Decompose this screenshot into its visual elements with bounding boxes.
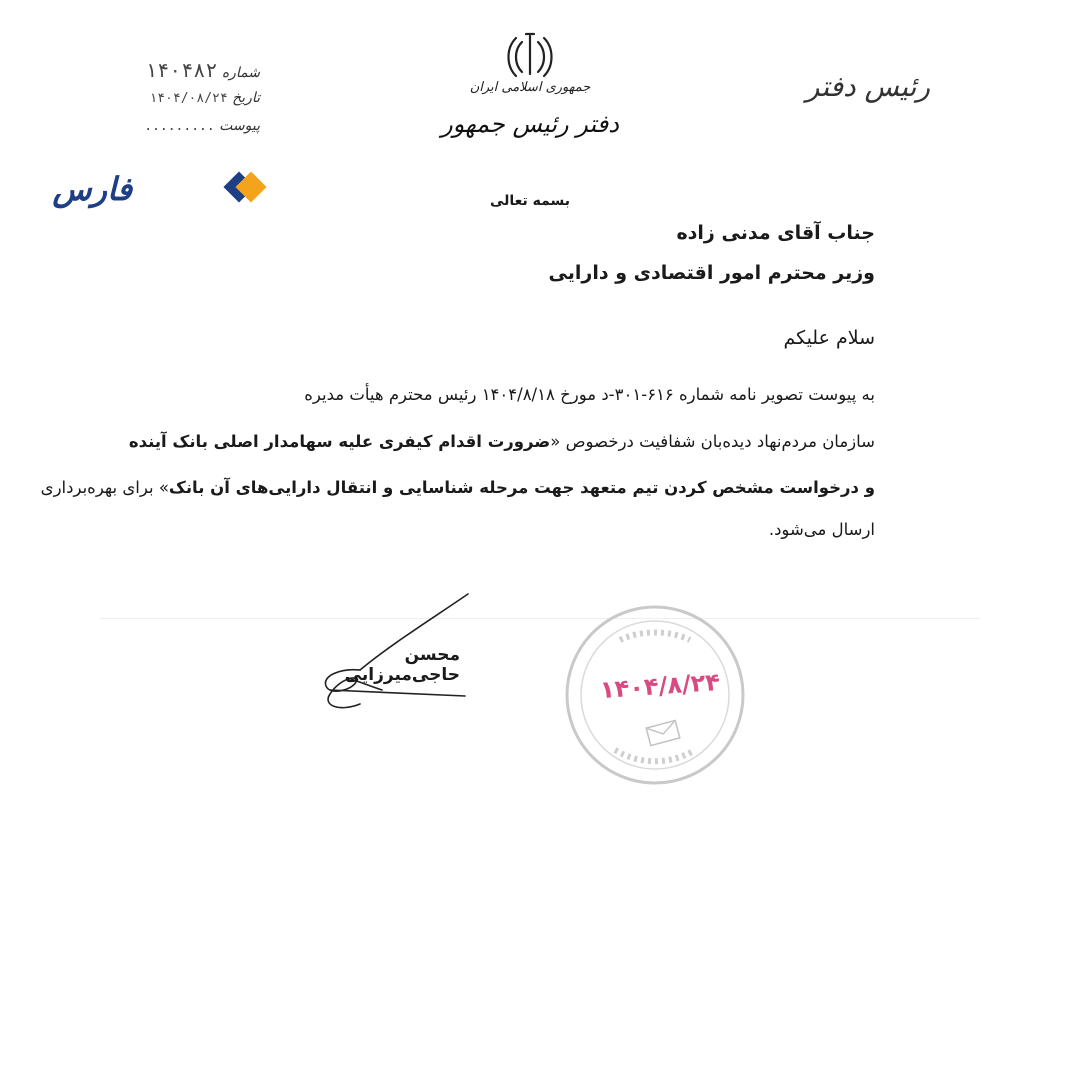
letter-attachment — [120, 118, 260, 134]
republic-title: جمهوری اسلامی ایران — [469, 80, 591, 95]
office-of-president-title: دفتر رئیس جمهور — [441, 110, 619, 138]
fars-logo — [52, 166, 277, 212]
body-line-3-bold: و درخواست مشخص کردن تیم متعهد جهت مرحله شناسایی و انتقال دارایی‌های آن بانک — [168, 478, 875, 497]
attachment-label: پیوست — [219, 118, 260, 134]
attachment-value: ......... — [144, 119, 215, 134]
body-line-3-plain: » برای بهره‌برداری — [40, 478, 169, 497]
addressee-name: جناب آقای مدنی زاده — [676, 222, 875, 244]
date-value: ۱۴۰۴/۰۸/۲۴ — [149, 91, 228, 106]
body-line-3 — [40, 478, 875, 498]
body-line-2 — [128, 432, 875, 452]
date-label: تاریخ — [232, 90, 260, 106]
addressee-title: وزیر محترم امور اقتصادی و دارایی — [548, 262, 875, 284]
signer-name: محسن حاجی‌میرزایی — [344, 645, 460, 685]
body-line-2-bold: ضرورت اقدام کیفری علیه سهامدار اصلی بانک آینده — [128, 432, 551, 451]
number-value: ۱۴۰۴۸۲ — [145, 58, 218, 82]
fold-line — [100, 618, 980, 619]
stamp-date: ۱۴۰۴/۸/۲۴ — [599, 667, 721, 705]
greeting: سلام علیکم — [783, 327, 875, 349]
body-line-2-plain: سازمان مردم‌نهاد دیده‌بان شفافیت درخصوص « — [550, 432, 875, 451]
body-line-4: ارسال می‌شود. — [768, 520, 875, 539]
svg-text:فارس: فارس — [52, 170, 132, 208]
letter-date — [120, 90, 260, 106]
office-note: رئیس دفتر — [805, 70, 930, 103]
number-label: شماره — [221, 65, 260, 81]
iran-emblem-icon — [500, 30, 560, 82]
letter-number — [120, 58, 260, 82]
basmala: بسمه تعالی — [489, 193, 571, 209]
body-line-1: به پیوست تصویر نامه شماره ۶۱۶-۳۰۱-د مورخ ۱۴۰۴/۸/۱۸ رئیس محترم هیأت مدیره — [304, 385, 875, 404]
